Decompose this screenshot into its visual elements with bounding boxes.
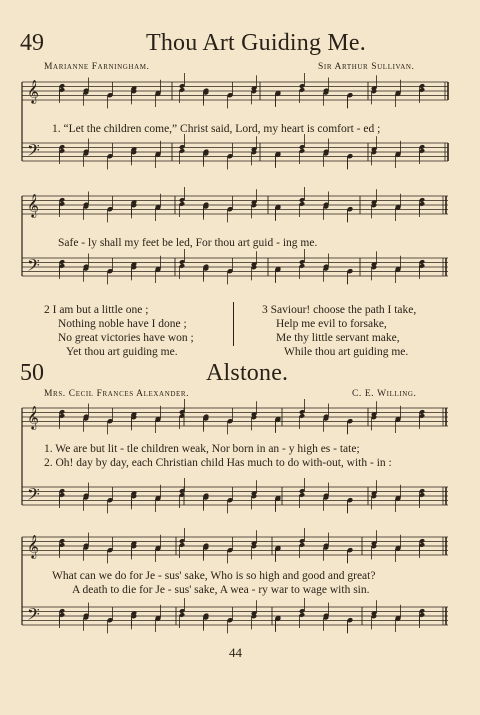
verse-line: 3 Saviour! choose the path I take, (262, 304, 417, 316)
lyric-line: 1. We are but lit - tle children weak, Nor born in an - y high es - tate; (44, 443, 360, 455)
lyric-line: 1. “Let the children come,” Christ said, Lord, my heart is comfort - ed ; (52, 123, 381, 135)
verse-2 (44, 303, 194, 359)
lyric-line: Safe - ly shall my feet be led, For thou art guid - ing me. (58, 237, 318, 249)
hymn-composer: Sir Arthur Sullivan. (318, 62, 415, 72)
hymn-number: 49 (20, 30, 44, 56)
hymn-number: 50 (20, 360, 44, 386)
hymn-author: Marianne Farningham. (44, 62, 150, 72)
hymn-title: Alstone. (206, 360, 289, 386)
treble-clef-icon: 𝄞 (27, 534, 39, 558)
bass-clef-icon: 𝄢 (27, 140, 40, 164)
verse-line: While thou art guiding me. (284, 346, 409, 358)
verse-line: Yet thou art guiding me. (66, 346, 178, 358)
treble-clef-icon: 𝄞 (27, 193, 39, 217)
treble-clef-icon: 𝄞 (27, 405, 39, 429)
verse-line: 2 I am but a little one ; (44, 304, 149, 316)
lyric-line: 2. Oh! day by day, each Christian child Has much to do with-out, with - in : (44, 457, 392, 469)
lyric-line: A death to die for Je - sus' sake, A wea - ry war to wage with sin. (72, 584, 370, 596)
page-number: 44 (229, 645, 242, 660)
hymn-composer: C. E. Willing. (352, 389, 417, 399)
treble-clef-icon: 𝄞 (27, 79, 39, 103)
verse-line: No great victories have won ; (58, 332, 194, 344)
verse-divider (233, 302, 234, 346)
hymn-author: Mrs. Cecil Frances Alexander. (44, 389, 190, 399)
lyric-line: What can we do for Je - sus' sake, Who is so high and good and great? (52, 570, 376, 582)
bass-clef-icon: 𝄢 (27, 604, 40, 628)
hymn-title: Thou Art Guiding Me. (146, 30, 366, 56)
verse-line: Nothing noble have I done ; (58, 318, 187, 330)
verse-line: Me thy little servant make, (276, 332, 400, 344)
verse-line: Help me evil to forsake, (276, 318, 387, 330)
bass-clef-icon: 𝄢 (27, 255, 40, 279)
bass-clef-icon: 𝄢 (27, 484, 40, 508)
verse-3 (262, 303, 416, 359)
